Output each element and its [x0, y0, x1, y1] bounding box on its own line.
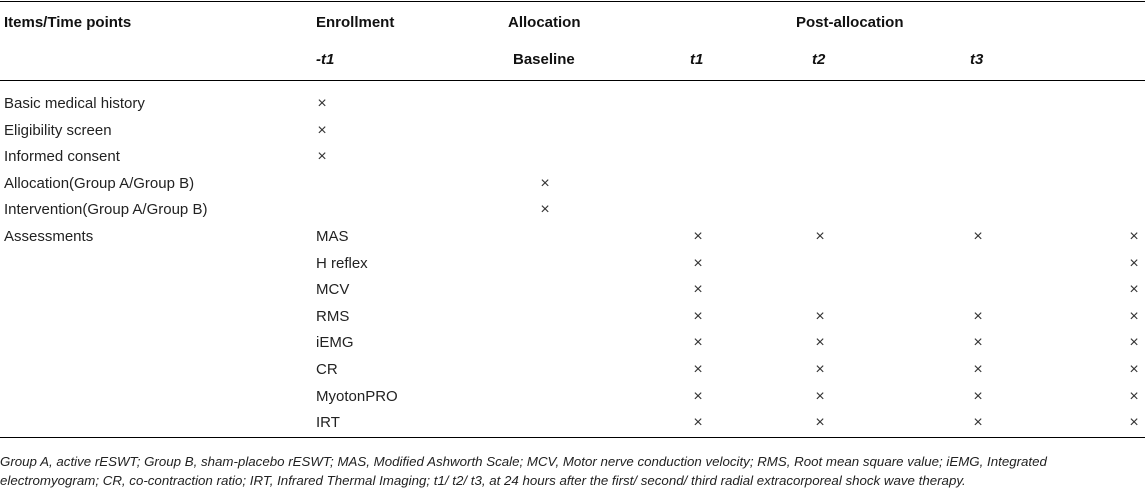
cross-mark: ×	[1129, 308, 1139, 325]
row-measure: iEMG	[316, 334, 354, 351]
subheader-t1: t1	[690, 51, 704, 68]
cross-mark: ×	[973, 361, 983, 378]
subheader-baseline: Baseline	[513, 51, 575, 68]
cross-mark: ×	[540, 201, 550, 218]
cross-mark: ×	[1129, 414, 1139, 431]
header-post-allocation: Post-allocation	[796, 14, 904, 31]
row-measure: CR	[316, 361, 338, 378]
cross-mark: ×	[693, 308, 703, 325]
header-items: Items/Time points	[4, 14, 132, 31]
row-measure: MyotonPRO	[316, 388, 398, 405]
cross-mark: ×	[317, 148, 327, 165]
cross-mark: ×	[693, 388, 703, 405]
header-rule	[0, 80, 1145, 81]
row-measure: MAS	[316, 228, 349, 245]
cross-mark: ×	[540, 175, 550, 192]
cross-mark: ×	[973, 334, 983, 351]
cross-mark: ×	[317, 122, 327, 139]
table-bottom-rule	[0, 437, 1145, 438]
subheader-t2: t2	[812, 51, 826, 68]
row-item: Assessments	[4, 228, 94, 245]
cross-mark: ×	[1129, 255, 1139, 272]
cross-mark: ×	[973, 414, 983, 431]
cross-mark: ×	[1129, 228, 1139, 245]
cross-mark: ×	[815, 414, 825, 431]
cross-mark: ×	[693, 414, 703, 431]
cross-mark: ×	[815, 361, 825, 378]
cross-mark: ×	[1129, 388, 1139, 405]
cross-mark: ×	[693, 255, 703, 272]
table-footnote: Group A, active rESWT; Group B, sham-placebo rESWT; MAS, Modified Ashworth Scale; MCV, Motor nerve conduction velocity; RMS, Root mean square value; iEMG, Integrated electromyogram; CR, co-contraction ratio; IRT, Infrared Thermal Imaging; t1/ t2/ t3, at 24 hours after the first/ second/ third radial extracorporeal shock wave therapy.	[0, 454, 1047, 488]
row-measure: RMS	[316, 308, 350, 325]
table-top-rule	[0, 1, 1145, 2]
cross-mark: ×	[1129, 361, 1139, 378]
header-enrollment: Enrollment	[316, 14, 395, 31]
row-measure: H reflex	[316, 255, 368, 272]
row-item: Intervention(Group A/Group B)	[4, 201, 208, 218]
cross-mark: ×	[815, 228, 825, 245]
cross-mark: ×	[693, 281, 703, 298]
cross-mark: ×	[693, 228, 703, 245]
row-measure: MCV	[316, 281, 350, 298]
cross-mark: ×	[317, 95, 327, 112]
row-item: Informed consent	[4, 148, 120, 165]
subheader-t3: t3	[970, 51, 984, 68]
row-item: Basic medical history	[4, 95, 145, 112]
row-measure: IRT	[316, 414, 340, 431]
cross-mark: ×	[973, 308, 983, 325]
cross-mark: ×	[1129, 281, 1139, 298]
row-item: Eligibility screen	[4, 122, 112, 139]
cross-mark: ×	[973, 388, 983, 405]
cross-mark: ×	[815, 388, 825, 405]
cross-mark: ×	[693, 361, 703, 378]
cross-mark: ×	[815, 334, 825, 351]
row-item: Allocation(Group A/Group B)	[4, 175, 195, 192]
cross-mark: ×	[815, 308, 825, 325]
cross-mark: ×	[693, 334, 703, 351]
cross-mark: ×	[1129, 334, 1139, 351]
cross-mark: ×	[973, 228, 983, 245]
header-allocation: Allocation	[508, 14, 581, 31]
subheader-enrollment: -t1	[316, 51, 335, 68]
